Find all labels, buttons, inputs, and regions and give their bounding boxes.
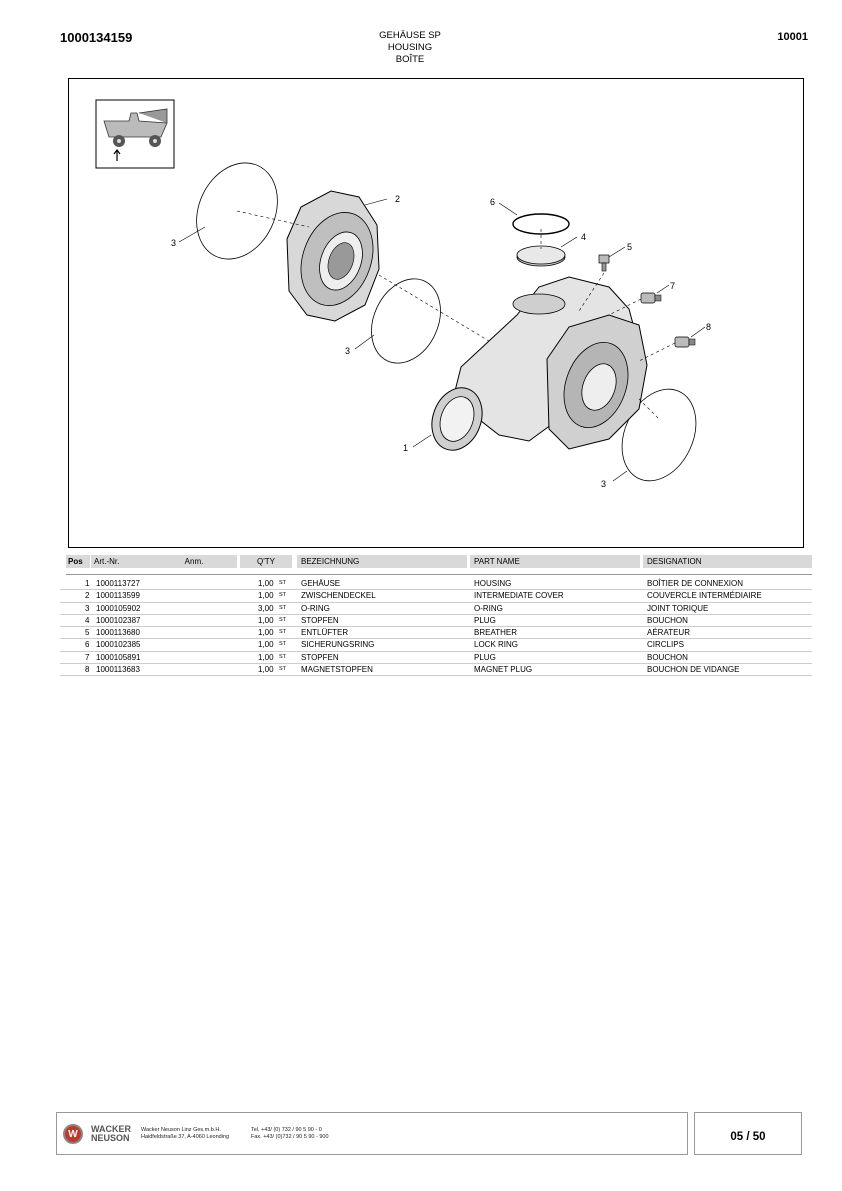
breather-part (599, 255, 609, 271)
row-designation: BOUCHON (647, 615, 688, 625)
row-bezeichnung: ENTLÜFTER (301, 628, 349, 638)
company-address (141, 1127, 229, 1141)
telephone: Tel. +43/ (0) 732 / 90 5 90 - 0 (251, 1127, 322, 1133)
street-address: Haidfeldstraße 37, A-4060 Leonding (141, 1134, 230, 1140)
wacker-neuson-logo-icon: W (63, 1124, 83, 1144)
row-bezeichnung: ZWISCHENDECKEL (301, 591, 376, 601)
row-pos: 5 (85, 628, 90, 638)
row-pos: 6 (85, 640, 90, 650)
row-bezeichnung: STOPFEN (301, 652, 339, 662)
brand-name: WACKER NEUSON (91, 1124, 131, 1143)
row-art-nr: 1000113683 (96, 665, 140, 675)
row-qty: 1,00 (258, 615, 274, 625)
row-qty: 3,00 (258, 603, 274, 613)
row-part-name: PLUG (474, 615, 496, 625)
row-pos: 4 (85, 615, 90, 625)
row-bezeichnung: GEHÄUSE (301, 579, 341, 588)
magnet-plug-part (675, 337, 695, 347)
table-row (60, 652, 812, 664)
table-row (60, 578, 812, 590)
table-row (60, 639, 812, 651)
table-row (60, 603, 812, 615)
callout-5: 5 (627, 242, 633, 252)
col-pos: Pos (66, 555, 90, 568)
table-divider (66, 574, 812, 575)
callout-3a: 3 (171, 238, 177, 248)
intermediate-cover-part (287, 191, 385, 321)
row-qty: 1,00 (258, 665, 274, 675)
row-unit: ST (279, 616, 287, 623)
row-bezeichnung: SICHERUNGSRING (301, 640, 375, 650)
row-part-name: INTERMEDIATE COVER (474, 591, 564, 601)
row-art-nr: 1000102387 (96, 615, 141, 625)
row-designation: AÉRATEUR (647, 628, 690, 638)
col-anm: Anm. (151, 555, 237, 568)
row-pos: 2 (85, 591, 90, 601)
title-english: HOUSING (387, 42, 433, 53)
row-pos: 8 (85, 665, 90, 675)
callout-3c: 3 (601, 479, 607, 489)
document-title (310, 30, 510, 66)
row-unit: ST (279, 629, 287, 636)
col-bezeichnung: BEZEICHNUNG (297, 555, 467, 568)
row-designation: JOINT TORIQUE (647, 603, 709, 613)
fax: Fax. +43/ (0)732 / 90 5 90 - 900 (251, 1134, 329, 1140)
row-art-nr: 1000113727 (96, 579, 140, 588)
row-art-nr: 1000105902 (96, 603, 141, 613)
row-qty: 1,00 (258, 591, 274, 601)
row-unit: ST (279, 580, 287, 586)
callout-1: 1 (403, 443, 409, 453)
row-qty: 1,00 (258, 640, 274, 650)
parts-table-body (60, 578, 812, 676)
callout-6: 6 (490, 197, 496, 207)
company-contact (251, 1127, 329, 1141)
col-art-nr: Art.-Nr. (91, 555, 152, 568)
row-part-name: HOUSING (474, 579, 512, 588)
group-code: 10001 (777, 31, 808, 43)
row-designation: COUVERCLE INTERMÉDIAIRE (647, 591, 762, 601)
row-unit: ST (279, 666, 287, 673)
row-designation: CIRCLIPS (647, 640, 684, 650)
exploded-view-frame (68, 78, 804, 548)
page-number: 05 / 50 (730, 1131, 766, 1143)
table-row (60, 627, 812, 639)
document-number: 1000134159 (60, 30, 133, 45)
row-art-nr: 1000105891 (96, 652, 141, 662)
row-art-nr: 1000113680 (96, 628, 140, 638)
page-number-box (694, 1112, 802, 1155)
row-art-nr: 1000102385 (96, 640, 141, 650)
table-row (60, 615, 812, 627)
row-qty: 1,00 (258, 579, 274, 588)
row-designation: BOUCHON DE VIDANGE (647, 665, 740, 675)
row-art-nr: 1000113599 (96, 591, 140, 601)
row-bezeichnung: O-RING (301, 603, 330, 613)
page-footer (56, 1112, 688, 1155)
company-name: Wacker Neuson Linz Ges.m.b.H. (141, 1127, 221, 1133)
callout-2: 2 (395, 194, 401, 204)
row-designation: BOUCHON (647, 652, 688, 662)
col-qty: Q'TY (240, 555, 292, 568)
col-part-name: PART NAME (470, 555, 640, 568)
row-unit: ST (279, 592, 287, 599)
machine-location-icon (96, 100, 174, 168)
row-part-name: O-RING (474, 603, 503, 613)
row-unit: ST (279, 653, 287, 660)
row-pos: 7 (85, 652, 90, 662)
housing-part (424, 277, 647, 457)
row-qty: 1,00 (258, 628, 274, 638)
plug-part (641, 293, 661, 303)
row-designation: BOÎTIER DE CONNEXION (647, 579, 744, 588)
row-part-name: BREATHER (474, 628, 517, 638)
parts-table-header (60, 555, 812, 568)
row-pos: 1 (85, 579, 90, 588)
row-unit: ST (279, 641, 287, 648)
callout-3b: 3 (345, 346, 351, 356)
row-part-name: MAGNET PLUG (474, 665, 533, 675)
title-german: GEHÄUSE SP (379, 30, 441, 41)
row-part-name: LOCK RING (474, 640, 519, 650)
title-french: BOÎTE (395, 54, 425, 65)
table-row (60, 664, 812, 676)
row-bezeichnung: STOPFEN (301, 615, 339, 625)
callout-7: 7 (670, 281, 676, 291)
row-qty: 1,00 (258, 652, 274, 662)
callout-8: 8 (706, 322, 712, 332)
callout-4: 4 (581, 232, 587, 242)
table-row (60, 590, 812, 602)
row-bezeichnung: MAGNETSTOPFEN (301, 665, 373, 675)
row-unit: ST (279, 604, 287, 611)
exploded-view-diagram (69, 79, 803, 547)
row-part-name: PLUG (474, 652, 496, 662)
row-pos: 3 (85, 603, 90, 613)
col-designation: DESIGNATION (643, 555, 812, 568)
